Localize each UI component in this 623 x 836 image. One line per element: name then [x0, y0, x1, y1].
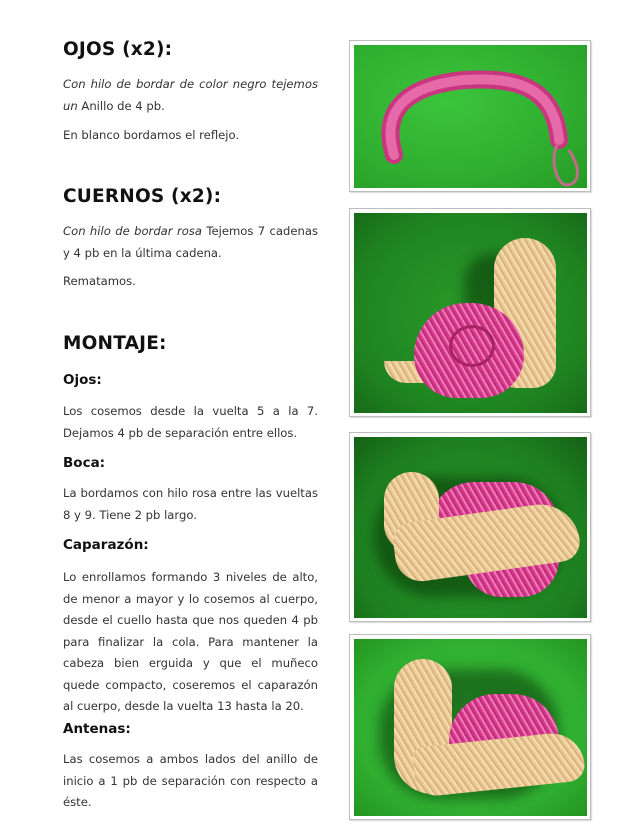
section-title-montaje: MONTAJE:: [63, 333, 167, 354]
photo-snail-angle: [354, 639, 587, 816]
pink-tube-illustration: [354, 45, 587, 188]
photo-pink-horn-strip: [354, 45, 587, 188]
section-title-ojos: OJOS (x2):: [63, 39, 173, 60]
montaje-ojos-text: Los cosemos desde la vuelta 5 a la 7. Dejamos 4 pb de separación entre ellos.: [63, 404, 318, 440]
photo-snail-top: [354, 437, 587, 618]
subtitle-antenas: Antenas:: [63, 721, 131, 737]
ojos-instructions-rest: Anillo de 4 pb.: [77, 98, 165, 113]
montaje-boca-text: La bordamos con hilo rosa entre las vueltas 8 y 9. Tiene 2 pb largo.: [63, 486, 318, 522]
photo-frame-4: [349, 634, 591, 820]
photo-frame-1: [349, 40, 591, 192]
cuernos-instructions-rest: Tejemos 7 cadenas y 4 pb en la última cadena.: [63, 224, 319, 260]
ojos-note: En blanco bordamos el reflejo.: [63, 128, 240, 142]
photo-frame-3: [349, 432, 591, 622]
ojos-instructions: [63, 74, 318, 117]
montaje-antenas-text: Las cosemos a ambos lados del anillo de inicio a 1 pb de separación con respecto a éste.: [63, 752, 318, 809]
photo-frame-2: [349, 208, 591, 417]
cuernos-note: Rematamos.: [63, 274, 136, 288]
montaje-caparazon-text: Lo enrollamos formando 3 niveles de alto, de menor a mayor y lo cosemos al cuerpo, desde el cuello hasta que nos queden 4 pb para finalizar la cola. Para mantener la cabeza bien erguida y que el muñeco quede compacto, coseremos el caparazón al cuerpo, desde la vuelta 13 hasta la 20.: [63, 570, 318, 713]
section-title-cuernos: CUERNOS (x2):: [63, 186, 222, 207]
subtitle-boca: Boca:: [63, 455, 106, 471]
ojos-instructions-italic: Con hilo de bordar de color negro tejemos un: [63, 77, 318, 113]
cuernos-instructions-italic: Con hilo de bordar rosa: [63, 224, 202, 238]
subtitle-ojos: Ojos:: [63, 372, 102, 388]
photo-snail-side: [354, 213, 587, 413]
subtitle-caparazon: Caparazón:: [63, 537, 149, 553]
cuernos-instructions: [63, 221, 318, 264]
